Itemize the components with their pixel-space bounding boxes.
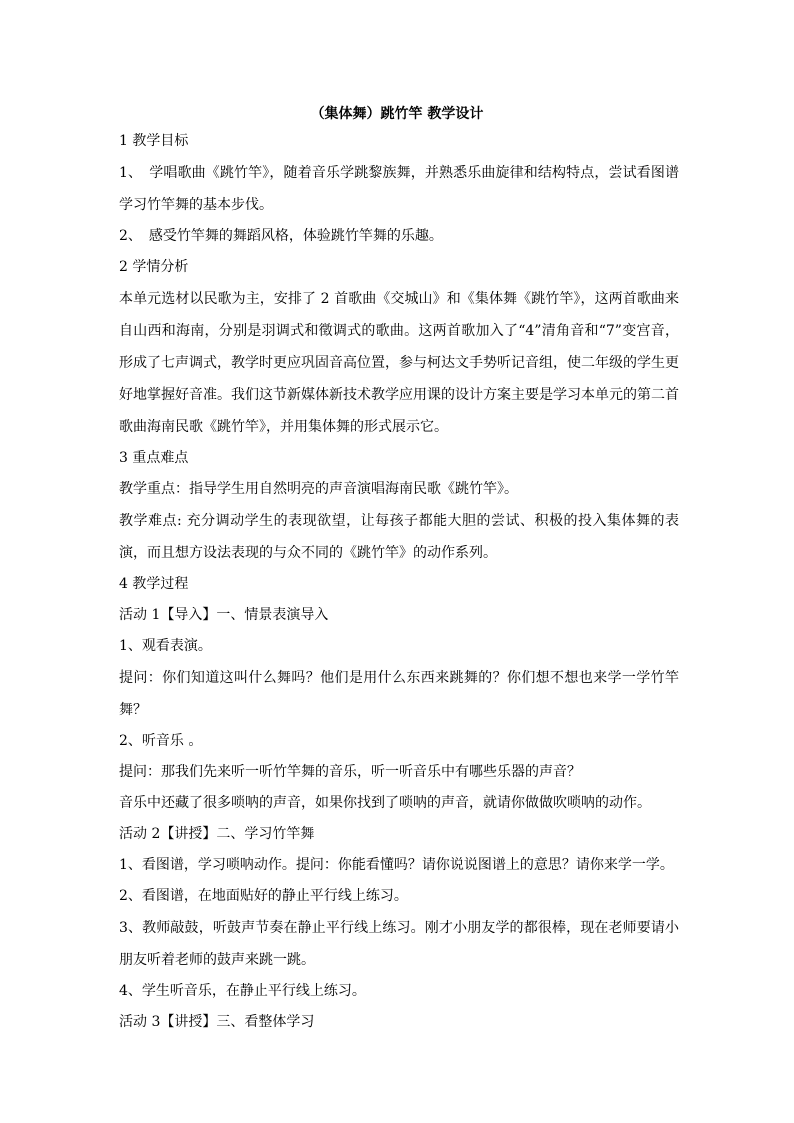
objective-1: 1、 学唱歌曲《跳竹竿》，随着音乐学跳黎族舞，并熟悉乐曲旋律和结构特点，尝试看图谱学习竹竿舞的基本步伐。 bbox=[119, 165, 679, 213]
document-title: （集体舞）跳竹竿 教学设计 bbox=[310, 106, 484, 122]
difficult-point: 教学难点: 充分调动学生的表现欲望，让每孩子都能大胆的尝试、积极的投入集体舞的表演，而且想方设法表现的与众不同的《跳竹竿》的动作系列。 bbox=[119, 513, 679, 561]
activity-1-question-2: 提问：那我们先来听一听竹竿舞的音乐，听一听音乐中有哪些乐器的声音？ bbox=[119, 764, 581, 780]
objective-2: 2、 感受竹竿舞的舞蹈风格，体验跳竹竿舞的乐趣。 bbox=[119, 228, 443, 244]
key-point: 教学重点：指导学生用自然明亮的声音演唱海南民歌《跳竹竿》。 bbox=[119, 481, 518, 497]
document-body bbox=[119, 126, 679, 1038]
activity-2-step-3: 3、教师敲鼓，听鼓声节奏在静止平行线上练习。刚才小朋友学的都很棒，现在老师要请小朋友听着老师的鼓声来跳一跳。 bbox=[119, 920, 679, 968]
activity-2-step-1: 1、看图谱，学习唢呐动作。提问：你能看懂吗？请你说说图谱上的意思？请你来学一学。 bbox=[119, 857, 674, 873]
activity-2-step-4: 4、学生听音乐，在静止平行线上练习。 bbox=[119, 983, 366, 999]
activity-2-heading: 活动 2【讲授】二、学习竹竿舞 bbox=[119, 826, 315, 842]
activity-3-heading: 活动 3【讲授】三、看整体学习 bbox=[119, 1014, 315, 1030]
activity-2-step-2: 2、看图谱，在地面贴好的静止平行线上练习。 bbox=[119, 888, 408, 904]
activity-1-question-1: 提问：你们知道这叫什么舞吗？他们是用什么东西来跳舞的？你们想不想也来学一学竹竿舞？ bbox=[119, 670, 679, 718]
section-heading-analysis: 2 学情分析 bbox=[119, 259, 189, 275]
activity-1-step-1: 1、观看表演。 bbox=[119, 638, 212, 654]
activity-1-step-2: 2、听音乐 。 bbox=[119, 733, 203, 749]
section-heading-process: 4 教学过程 bbox=[119, 576, 189, 592]
activity-1-note: 音乐中还藏了很多唢呐的声音，如果你找到了唢呐的声音，就请你做做吹唢呐的动作。 bbox=[119, 795, 651, 811]
analysis-paragraph: 本单元选材以民歌为主，安排了 2 首歌曲《交城山》和《集体舞《跳竹竿》，这两首歌曲来自山西和海南，分别是羽调式和徵调式的歌曲。这两首歌加入了“4”清角音和“7”变宫音，形成了七声调式，教学时更应巩固音高位置，参与柯达文手势听记音组，使二年级的学生更好地掌握好音准。我们这节新媒体新技术教学应用课的设计方案主要是学习本单元的第二首歌曲海南民歌《跳竹竿》，并用集体舞的形式展示它。 bbox=[119, 291, 679, 435]
section-heading-key-points: 3 重点难点 bbox=[119, 450, 189, 466]
section-heading-objectives: 1 教学目标 bbox=[119, 133, 189, 149]
activity-1-heading: 活动 1【导入】一、情景表演导入 bbox=[119, 607, 329, 623]
